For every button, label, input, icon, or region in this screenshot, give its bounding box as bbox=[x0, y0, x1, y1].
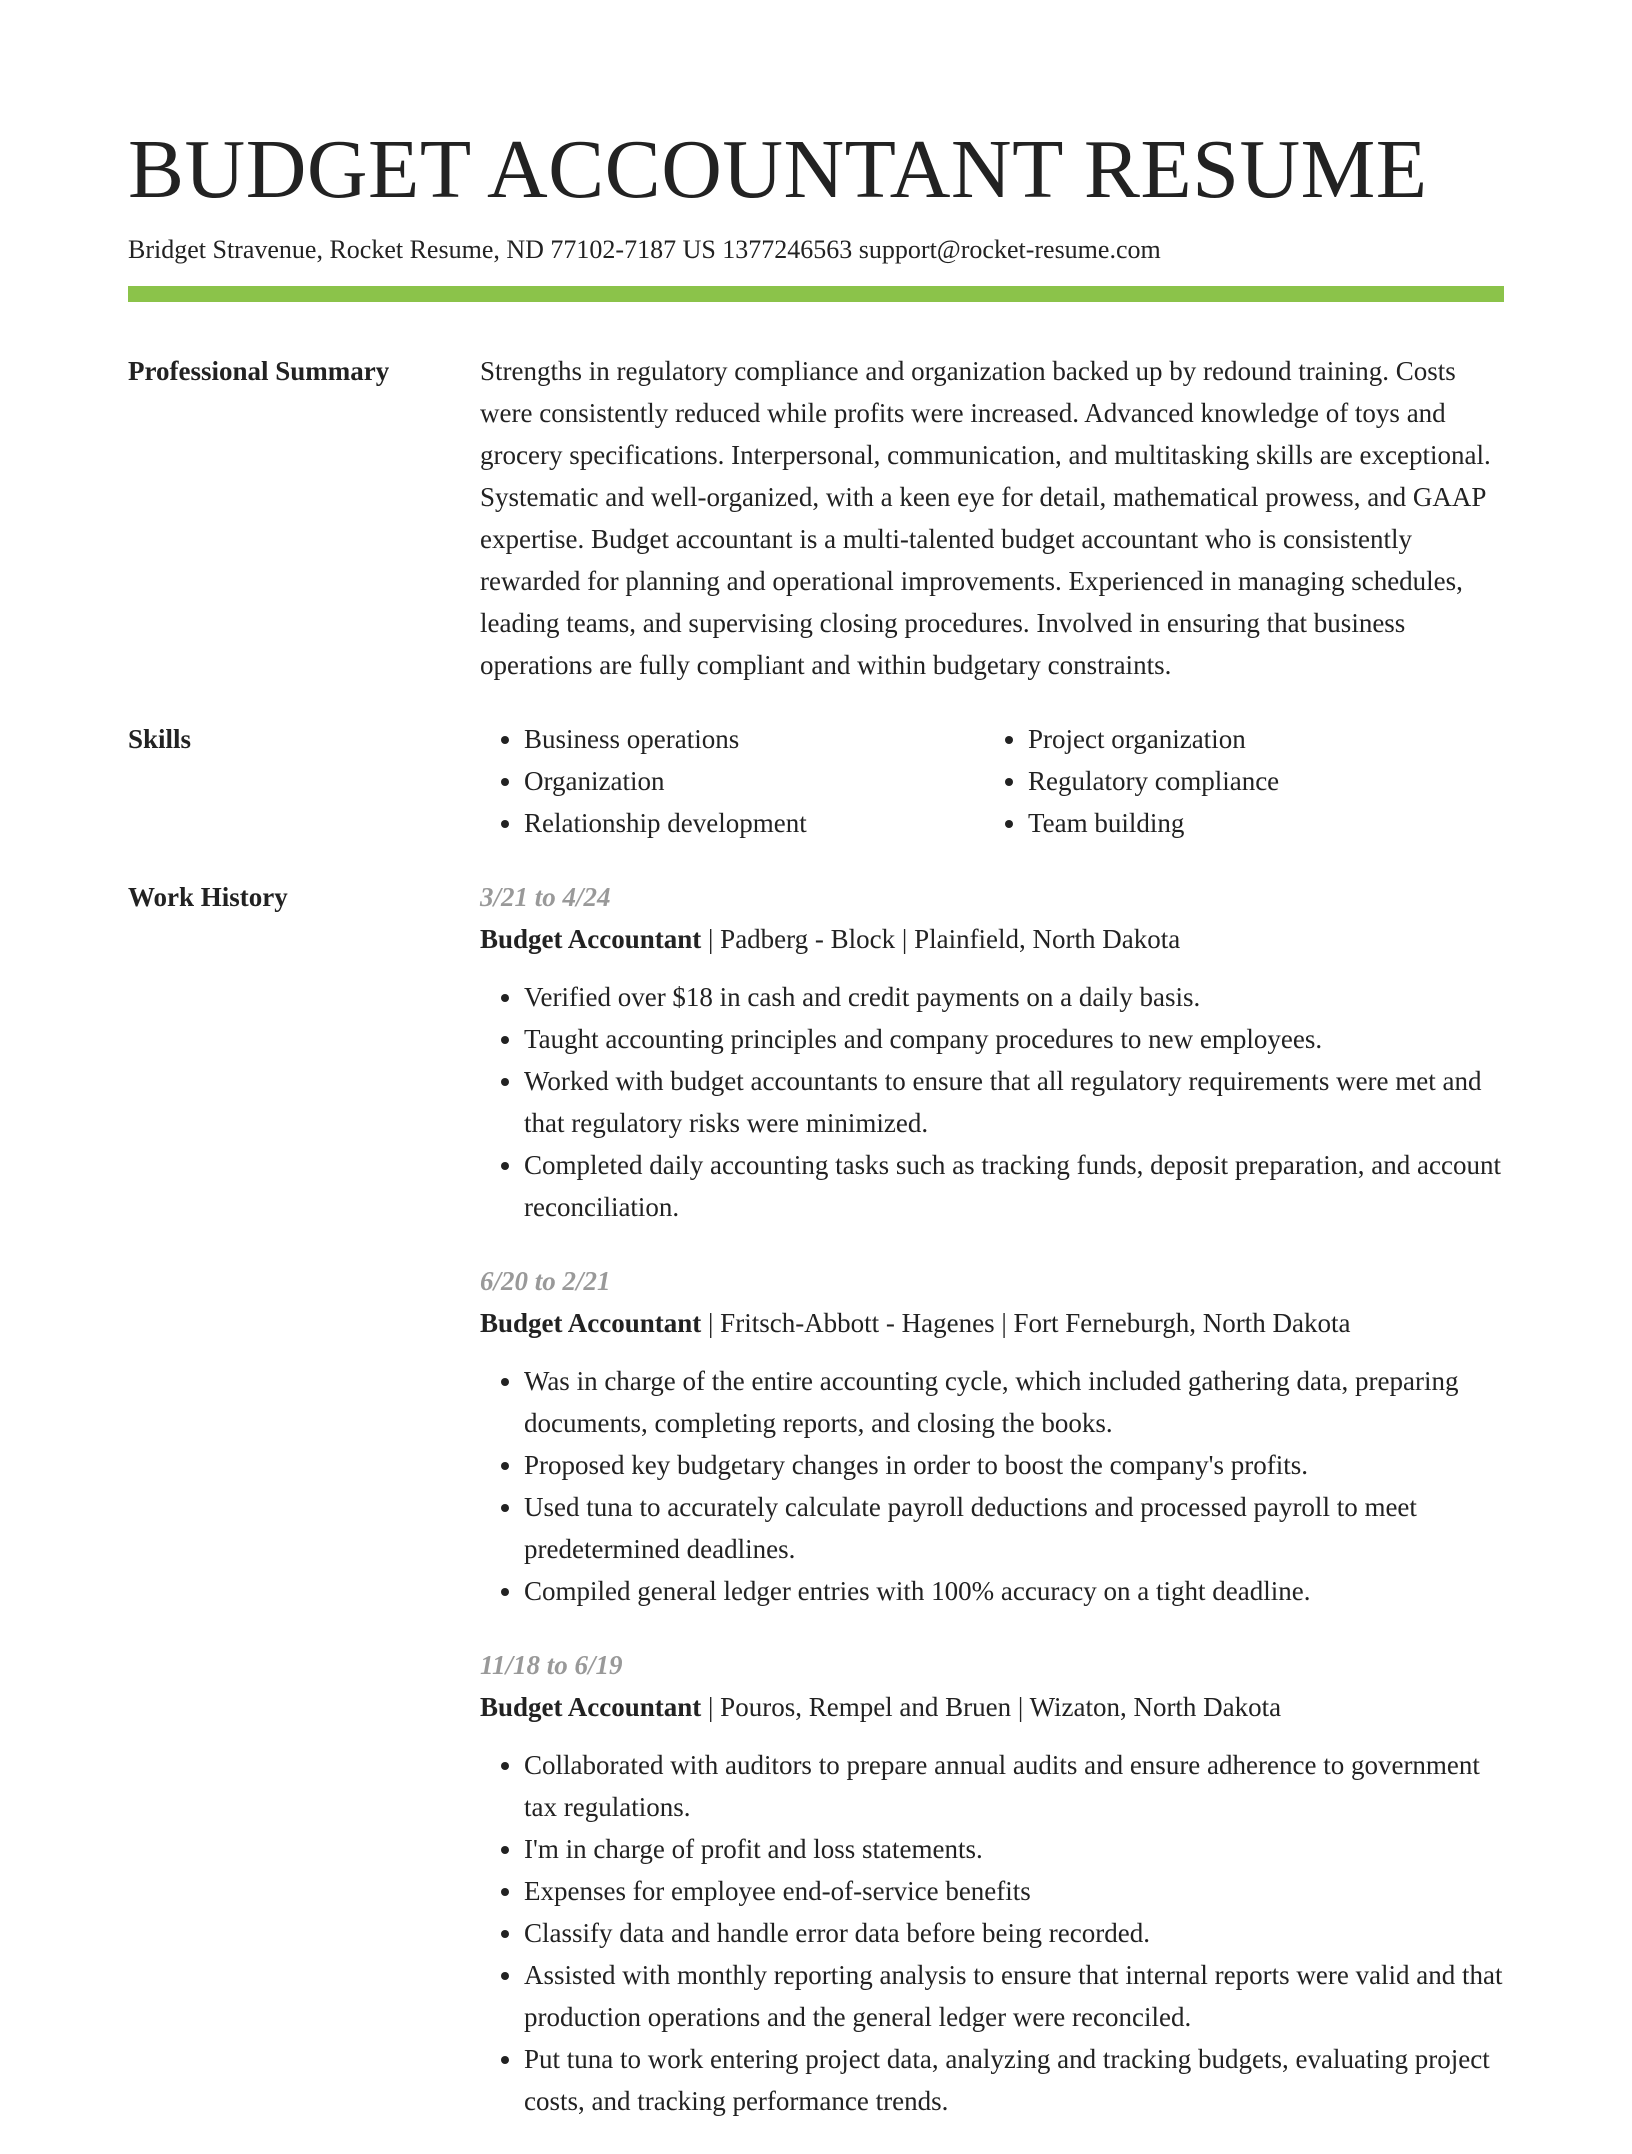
skills-heading: Skills bbox=[128, 724, 192, 754]
job-duty: • Taught accounting principles and company procedures to new employees. bbox=[524, 1018, 1504, 1060]
job-duty: • Assisted with monthly reporting analysis to ensure that internal reports were valid and that production operations and the general ledger were reconciled. bbox=[524, 1954, 1504, 2038]
contact-info: Bridget Stravenue, Rocket Resume, ND 77102-7187 US 1377246563 support@rocket-resume.com bbox=[128, 235, 1161, 264]
job-employer-location: | Fritsch-Abbott - Hagenes | Fort Ferneburgh, North Dakota bbox=[701, 1308, 1351, 1338]
job-dates: 3/21 to 4/24 bbox=[480, 882, 611, 912]
job-duty: • Was in charge of the entire accounting cycle, which included gathering data, preparing documents, completing reports, and closing the books. bbox=[524, 1360, 1504, 1444]
summary-heading: Professional Summary bbox=[128, 356, 390, 386]
job-dates: 6/20 to 2/21 bbox=[480, 1266, 611, 1296]
job-duties-list bbox=[480, 976, 1504, 1228]
job-duty: • Worked with budget accountants to ensure that all regulatory requirements were met and that regulatory risks were minimized. bbox=[524, 1060, 1504, 1144]
job-duty: • Compiled general ledger entries with 100% accuracy on a tight deadline. bbox=[524, 1570, 1504, 1612]
job-duty: • Put tuna to work entering project data, analyzing and tracking budgets, evaluating project costs, and tracking performance trends. bbox=[524, 2038, 1504, 2122]
job-employer-location: | Padberg - Block | Plainfield, North Dakota bbox=[701, 924, 1181, 954]
job-duty: • I'm in charge of profit and loss statements. bbox=[524, 1828, 1504, 1870]
job-title: Budget Accountant bbox=[480, 1308, 702, 1338]
skill-item: • Project organization bbox=[1028, 718, 1488, 760]
job-duties-list bbox=[480, 1360, 1504, 1612]
resume-title: BUDGET ACCOUNTANT RESUME bbox=[128, 123, 1428, 216]
header-divider bbox=[128, 286, 1504, 302]
job-duty: • Expenses for employee end-of-service benefits bbox=[524, 1870, 1504, 1912]
job-entry bbox=[480, 1644, 1504, 2122]
job-employer-location: | Pouros, Rempel and Bruen | Wizaton, North Dakota bbox=[701, 1692, 1282, 1722]
job-duty: • Used tuna to accurately calculate payroll deductions and processed payroll to meet predetermined deadlines. bbox=[524, 1486, 1504, 1570]
job-entry bbox=[480, 876, 1504, 1228]
skill-item: • Regulatory compliance bbox=[1028, 760, 1488, 802]
job-header bbox=[480, 918, 1504, 960]
job-dates: 11/18 to 6/19 bbox=[480, 1650, 623, 1680]
summary-section bbox=[128, 350, 1504, 686]
skill-item: • Team building bbox=[1028, 802, 1488, 844]
job-duties-list bbox=[480, 1744, 1504, 2122]
job-entry bbox=[480, 1260, 1504, 1612]
skill-item: • Relationship development bbox=[524, 802, 984, 844]
skill-item: • Organization bbox=[524, 760, 984, 802]
job-duty: • Classify data and handle error data before being recorded. bbox=[524, 1912, 1504, 1954]
summary-text: Strengths in regulatory compliance and organization backed up by redound training. Costs were consistently reduced while profits were increased. Advanced knowledge of toys and grocery specifications. Interpersonal, communication, and multitasking skills are exceptional. Systematic and well-organized, with a keen eye for detail, mathematical prowess, and GAAP expertise. Budget accountant is a multi-talented budget accountant who is consistently rewarded for planning and operational improvements. Experienced in managing schedules, leading teams, and supervising closing procedures. Involved in ensuring that business operations are fully compliant and within budgetary constraints. bbox=[480, 356, 1491, 680]
skills-list-left bbox=[480, 718, 984, 844]
job-duty: • Collaborated with auditors to prepare annual audits and ensure adherence to government tax regulations. bbox=[524, 1744, 1504, 1828]
job-title: Budget Accountant bbox=[480, 1692, 702, 1722]
resume-page bbox=[128, 0, 1504, 2154]
job-header bbox=[480, 1686, 1504, 1728]
job-duty: • Verified over $18 in cash and credit payments on a daily basis. bbox=[524, 976, 1504, 1018]
job-duty: • Completed daily accounting tasks such as tracking funds, deposit preparation, and account reconciliation. bbox=[524, 1144, 1504, 1228]
job-title: Budget Accountant bbox=[480, 924, 702, 954]
job-duty: • Proposed key budgetary changes in order to boost the company's profits. bbox=[524, 1444, 1504, 1486]
skills-section bbox=[128, 718, 1504, 844]
job-header bbox=[480, 1302, 1504, 1344]
work-history-section bbox=[128, 876, 1504, 2154]
skills-list-right bbox=[984, 718, 1488, 844]
work-history-heading: Work History bbox=[128, 882, 288, 912]
skill-item: • Business operations bbox=[524, 718, 984, 760]
